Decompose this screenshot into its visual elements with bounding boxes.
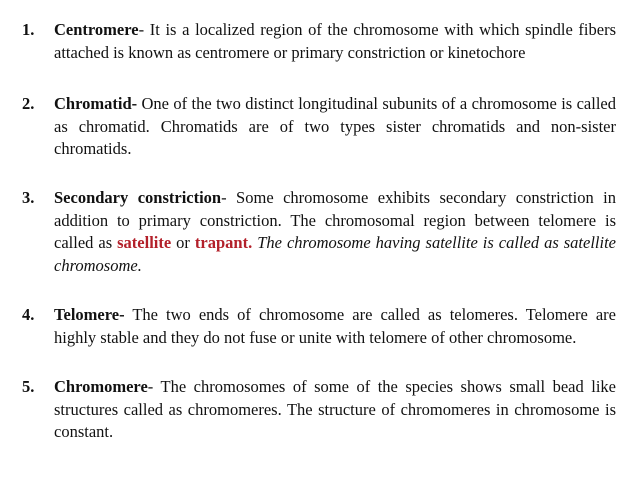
list-item-centromere xyxy=(22,19,616,64)
definition-text: One of the two distinct longitudinal subunits of a chromosome is called as chromatid. Chromatids are of two types sister chromatids and non-sister chromatids. xyxy=(54,94,616,158)
term-secondary-constriction: Secondary constriction xyxy=(54,188,222,207)
list-number: 3. xyxy=(22,188,35,207)
list-number: 1. xyxy=(22,20,35,39)
definition-text: The two ends of chromosome are called as telomeres. Telomere are highly stable and they do not fuse or unite with telomere of other chromosome. xyxy=(54,305,616,347)
list-item-secondary-constriction xyxy=(22,187,616,277)
definition-text: - It is a localized region of the chromosome with which spindle fibers attached is known as centromere or primary constriction or kinetochore xyxy=(54,20,616,62)
term-chromomere: Chromomere xyxy=(54,377,148,396)
definition-text: - Some chromosome exhibits secondary constriction in addition to primary constriction. The chromosomal region between telomere is called as xyxy=(54,188,616,252)
list-item-telomere xyxy=(22,304,616,349)
list-item-body xyxy=(54,19,616,64)
list-number: 4. xyxy=(22,305,35,324)
list-item-body xyxy=(54,187,616,277)
term-chromatid: Chromatid- xyxy=(54,94,138,113)
list-item-body xyxy=(54,93,616,161)
highlight-satellite: satellite xyxy=(117,233,172,252)
italic-note: The chromosome having satellite is called as satellite chromosome. xyxy=(54,233,616,275)
list-item-body xyxy=(54,376,616,444)
definition-text: - The chromosomes of some of the species shows small bead like structures called as chromomeres. The structure of chromomeres in chromosome is constant. xyxy=(54,377,616,441)
list-number: 2. xyxy=(22,94,35,113)
list-item-body xyxy=(54,304,616,349)
list-item-chromomere xyxy=(22,376,616,444)
definition-text-connector: or xyxy=(171,233,195,252)
list-item-chromatid xyxy=(22,93,616,161)
highlight-trapant: trapant. xyxy=(194,233,253,252)
term-centromere: Centromere xyxy=(54,20,139,39)
list-number: 5. xyxy=(22,377,35,396)
term-telomere: Telomere- xyxy=(54,305,125,324)
